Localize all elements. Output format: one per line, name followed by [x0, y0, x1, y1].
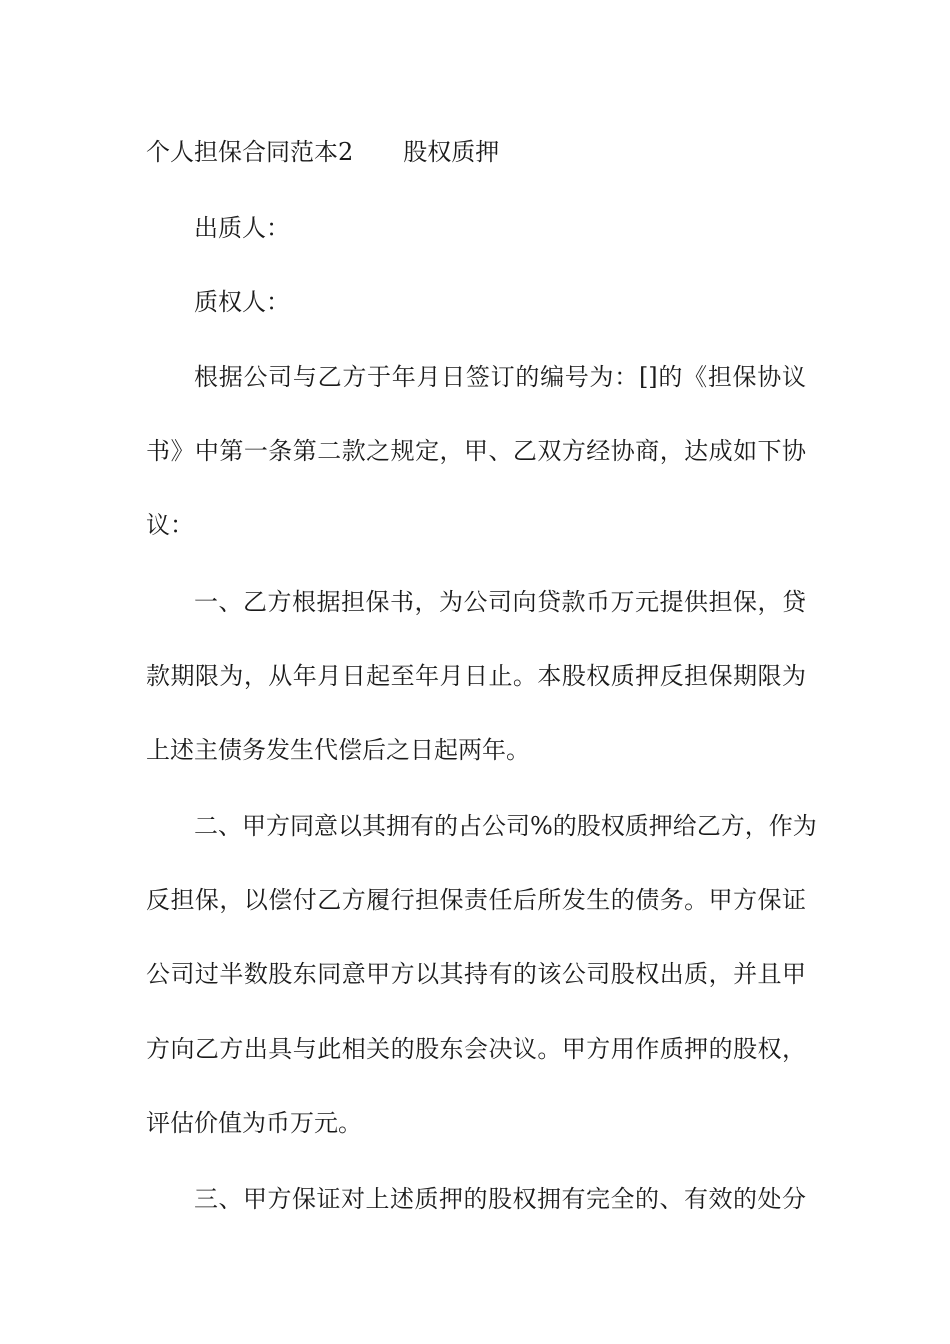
paragraph-2-line-2: 款期限为，从年月日起至年月日止。本股权质押反担保期限为 [146, 662, 806, 690]
paragraph-1-line-1: 根据公司与乙方于年月日签订的编号为：[]的《担保协议 [194, 363, 806, 391]
pledgee-label: 质权人： [194, 288, 290, 316]
paragraph-1-line-3: 议： [146, 511, 194, 539]
paragraph-4-line-1: 三、甲方保证对上述质押的股权拥有完全的、有效的处分 [194, 1185, 806, 1213]
pledgor-label: 出质人： [194, 214, 290, 242]
paragraph-1-line-2: 书》中第一条第二款之规定，甲、乙双方经协商，达成如下协 [146, 437, 806, 465]
paragraph-3-line-5: 评估价值为币万元。 [146, 1109, 362, 1137]
document-title: 个人担保合同范本2 [146, 138, 354, 166]
document-heading [146, 137, 499, 167]
paragraph-3-line-2: 反担保，以偿付乙方履行担保责任后所发生的债务。甲方保证 [146, 886, 806, 914]
paragraph-3-line-4: 方向乙方出具与此相关的股东会决议。甲方用作质押的股权， [146, 1035, 806, 1063]
paragraph-3-line-1: 二、甲方同意以其拥有的占公司%的股权质押给乙方，作为 [194, 812, 817, 840]
paragraph-3-line-3: 公司过半数股东同意甲方以其持有的该公司股权出质，并且甲 [146, 960, 806, 988]
paragraph-2-line-1: 一、乙方根据担保书，为公司向贷款币万元提供担保，贷 [194, 588, 806, 616]
document-subtitle: 股权质押 [403, 138, 500, 166]
paragraph-2-line-3: 上述主债务发生代偿后之日起两年。 [146, 736, 530, 764]
